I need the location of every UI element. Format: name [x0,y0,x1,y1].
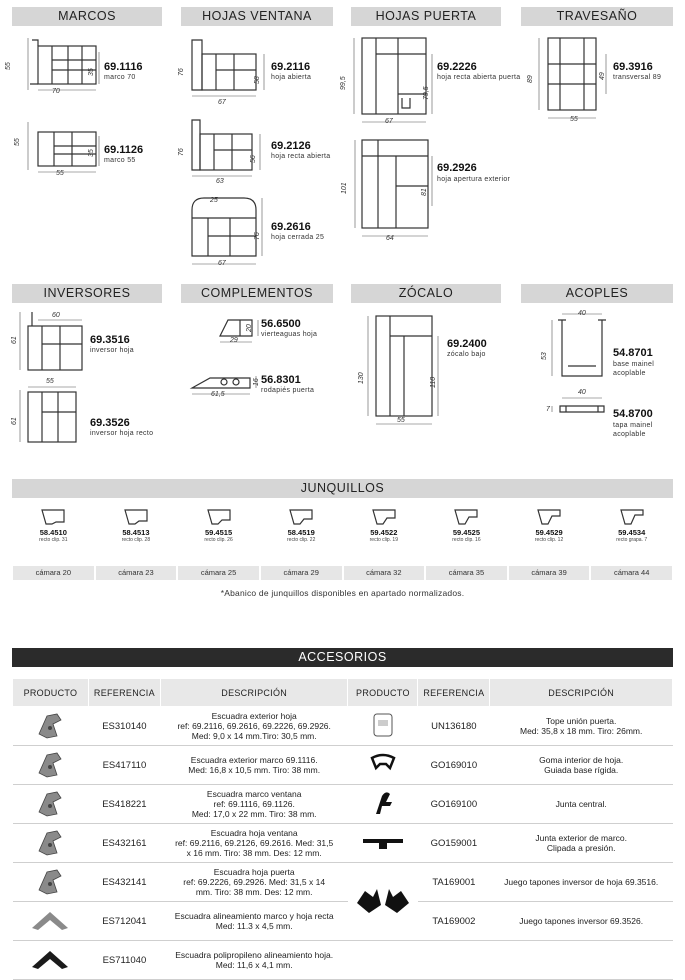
junquillo-camara: cámara 35 [426,566,507,580]
central-seal-icon [368,788,398,818]
profile-drawing-568301 [190,372,262,402]
product-image [348,863,418,941]
junquillo-item [177,506,260,543]
dim-height-691126: 55 [14,138,21,146]
dim-height-693516: 61 [11,336,18,344]
desc-692116: hoja abierta [271,74,312,81]
dim-height2-692400: 110 [430,376,437,388]
dim-height2-691126: 35 [88,149,95,157]
description-cell [490,902,673,941]
dim-height-548700: 7 [546,406,550,413]
dim-height2-692126: 56 [250,155,257,163]
junquillo-code: 58.4513 [122,528,150,537]
reference-cell: ES712041 [88,902,160,941]
junquillo-profile-icon [286,506,316,528]
desc-692400: zócalo bajo [447,351,486,358]
desc-568301: rodapiés puerta [261,387,315,394]
product-image [13,746,89,785]
description-line: mm. Tiro: 38 mm. Des: 12 mm. [195,887,313,897]
dim-top-692616: 25 [210,197,218,204]
description-line: ref: 69.2116, 69.2126, 69.2616. Med: 31,5 [175,838,334,848]
empty-cell [348,941,418,980]
description-line: Med: 9,0 x 14 mm.Tiro: 30,5 mm. [191,731,317,741]
dim-height-692116: 76 [178,68,185,76]
description-line: ref: 69.1116, 69.1126. [213,799,295,809]
junquillo-code: 58.4510 [39,528,67,537]
header-hojas-puerta: HOJAS PUERTA [351,7,501,26]
junquillo-profile-icon [369,506,399,528]
description-line: Med: 16,8 x 10,5 mm. Tiro: 38 mm. [188,765,321,775]
description-line: Escuadra polipropileno alineamiento hoja. [175,950,334,960]
junquillo-camara: cámara 29 [261,566,342,580]
description-line: Med: 11.3 x 4,5 mm. [215,921,293,931]
col-header-producto: PRODUCTO [13,679,89,707]
reference-cell: GO169010 [418,746,490,785]
description-cell [160,902,348,941]
code-548701: 54.8701 [613,347,653,359]
dim-height-566500: 20 [246,324,253,332]
col-header-descripcion: DESCRIPCIÓN [160,679,348,707]
product-image [13,902,89,941]
product-image [13,824,89,863]
dim-height-692616: 76 [254,232,261,240]
profile-drawing-692226 [352,34,434,126]
product-image [13,863,89,902]
desc1-548700: tapa mainel [613,422,653,429]
dim-width-548700: 40 [578,389,586,396]
dim-height-693526: 61 [11,417,18,425]
product-image [13,707,89,746]
dim-width-566500: 29 [230,337,238,344]
junquillo-subtitle: recto clip. 31 [39,537,68,543]
reference-cell: GO169100 [418,785,490,824]
product-image [348,785,418,824]
table-row [13,941,673,980]
accesorios-table [12,678,673,980]
header-hojas-ventana: HOJAS VENTANA [181,7,333,26]
door-stop-icon [368,710,398,740]
junquillo-item [95,506,178,543]
table-row [13,863,673,902]
product-image [13,785,89,824]
junquillo-profile-icon [204,506,234,528]
dim-height-693916: 89 [527,75,534,83]
junquillo-profile-icon [617,506,647,528]
description-cell [160,707,348,746]
col-header-descripcion-2: DESCRIPCIÓN [490,679,673,707]
dim-height2-692926: 81 [421,188,428,196]
description-line: Escuadra exterior marco 69.1116. [190,755,318,765]
dim-height-568301: 16 [253,378,260,386]
dim-height-548701: 53 [541,352,548,360]
code-692226: 69.2226 [437,61,477,73]
code-692616: 69.2616 [271,221,311,233]
description-line: Juego tapones inversor 69.3526. [519,916,644,926]
desc-691116: marco 70 [104,74,136,81]
junquillo-item [425,506,508,543]
bracket-icon [33,866,67,896]
alignment-bracket-icon [30,947,70,971]
dim-height-692926: 101 [341,182,348,194]
description-cell [160,824,348,863]
junquillo-code: 59.4515 [205,528,233,537]
header-complementos: COMPLEMENTOS [181,284,333,303]
header-junquillos: JUNQUILLOS [12,479,673,498]
profile-drawing-693526 [18,386,88,446]
dim-width-568301: 61,5 [211,391,225,398]
code-693916: 69.3916 [613,61,653,73]
empty-cell [418,941,490,980]
desc-692126: hoja recta abierta [271,153,331,160]
junquillo-camara: cámara 32 [344,566,425,580]
bracket-icon [33,788,67,818]
header-travesano: TRAVESAÑO [521,7,673,26]
code-693516: 69.3516 [90,334,130,346]
header-marcos: MARCOS [12,7,162,26]
description-cell [490,785,673,824]
desc-693516: inversor hoja [90,347,134,354]
reference-cell: ES432141 [88,863,160,902]
dim-width-548701: 40 [578,310,586,317]
dim-width-692126: 63 [216,178,224,185]
dim-width-692616: 67 [218,260,226,267]
junquillo-subtitle: recto grapa. 7 [616,537,648,543]
description-line: Goma interior de hoja. [539,755,624,765]
empty-cell [490,941,673,980]
junquillo-item [343,506,426,543]
description-cell [160,746,348,785]
junquillo-profile-icon [121,506,151,528]
table-header-row [13,679,673,707]
dim-width-692116: 67 [218,99,226,106]
junquillo-code: 58.4519 [287,528,315,537]
profile-drawing-692116 [186,36,266,102]
description-line: x 16 mm. Tiro: 38 mm. Des: 12 mm. [186,848,322,858]
gasket-icon [368,752,398,776]
desc-692926: hoja apertura exterior [437,176,511,183]
desc2-548700: acoplable [613,431,646,438]
dim-height2-691116: 35 [88,68,95,76]
description-line: Med: 35,8 x 18 mm. Tiro: 26mm. [520,726,643,736]
product-image [13,941,89,980]
dim-width-693916: 55 [570,116,578,123]
description-cell [490,863,673,902]
description-line: Guiada base rígida. [544,765,619,775]
profile-drawing-693516 [18,310,88,374]
description-line: Escuadra hoja ventana [210,828,298,838]
code-568301: 56.8301 [261,374,301,386]
desc-692616: hoja cerrada 25 [271,234,325,241]
dim-width-692400: 55 [397,417,405,424]
table-row [13,707,673,746]
description-line: ref: 69.2116, 69.2616, 69.2226, 69.2926. [177,721,331,731]
dim-height2-693916: 49 [599,72,606,80]
description-line: Juego tapones inversor de hoja 69.3516. [504,877,659,887]
table-row [13,824,673,863]
bracket-icon [33,827,67,857]
description-line: Escuadra alineamiento marco y hoja recta [174,911,334,921]
junquillo-subtitle: recto clip. 28 [121,537,151,543]
col-header-referencia: REFERENCIA [88,679,160,707]
junquillo-subtitle: recto clip. 12 [534,537,564,543]
table-row [13,746,673,785]
profile-drawing-693916 [534,34,610,126]
desc-691126: marco 55 [104,157,136,164]
junquillo-camara: cámara 20 [13,566,94,580]
junquillo-profile-icon [38,506,68,528]
end-caps-icon [355,885,411,917]
description-cell [490,707,673,746]
description-line: Med: 11,6 x 4,1 mm. [215,960,293,970]
junquillo-code: 59.4522 [370,528,398,537]
desc2-548701: acoplable [613,370,646,377]
dim-height2-692116: 58 [254,76,261,84]
description-line: Escuadra marco ventana [206,789,302,799]
junquillo-profile-icon [534,506,564,528]
junquillo-subtitle: recto clip. 22 [287,537,316,543]
dim-height-692126: 76 [178,148,185,156]
col-header-producto-2: PRODUCTO [348,679,418,707]
profile-drawing-691116 [28,38,100,96]
description-line: Med: 17,0 x 22 mm. Tiro: 38 mm. [191,809,317,819]
code-692116: 69.2116 [271,61,311,73]
code-693526: 69.3526 [90,417,130,429]
description-line: Junta exterior de marco. [535,833,628,843]
header-acoples: ACOPLES [521,284,673,303]
dim-width-691126: 55 [56,170,64,177]
junquillo-code: 59.4529 [535,528,563,537]
code-691126: 69.1126 [104,144,144,156]
junquillo-item [508,506,591,543]
description-line: ref: 69.2226, 69.2926. Med: 31,5 x 14 [183,877,326,887]
desc-693916: transversal 89 [613,74,662,81]
dim-width-691116: 70 [52,88,60,95]
description-cell [490,824,673,863]
junquillo-camara: cámara 44 [591,566,672,580]
profile-drawing-566500 [218,318,262,346]
product-image [348,824,418,863]
junquillo-subtitle: recto clip. 16 [452,537,481,543]
profile-drawing-692126 [186,118,266,180]
desc-693526: inversor hoja recto [90,430,154,437]
frame-seal-icon [361,833,405,851]
table-row [13,785,673,824]
profile-drawing-548701 [548,312,612,386]
code-692926: 69.2926 [437,162,477,174]
dim-width-692926: 64 [386,235,394,242]
header-inversores: INVERSORES [12,284,162,303]
code-692400: 69.2400 [447,338,487,350]
dim-width-693526: 55 [46,378,54,385]
junquillo-subtitle: recto clip. 26 [204,537,233,543]
junquillo-camara: cámara 25 [178,566,259,580]
reference-cell: ES418221 [88,785,160,824]
dim-height-692400: 130 [358,372,365,384]
col-header-referencia-2: REFERENCIA [418,679,490,707]
bracket-icon [33,749,67,779]
desc-566500: vierteaguas hoja [261,331,318,338]
dim-height-692226: 99,5 [340,76,347,90]
desc-692226: hoja recta abierta puerta [437,74,521,81]
header-zocalo: ZÓCALO [351,284,501,303]
junquillo-code: 59.4525 [452,528,480,537]
reference-cell: ES711040 [88,941,160,980]
code-548700: 54.8700 [613,408,653,420]
table-row [13,902,673,941]
dim-width-693516: 60 [52,312,60,319]
junquillo-item [12,506,95,543]
code-566500: 56.6500 [261,318,301,330]
reference-cell: UN136180 [418,707,490,746]
description-cell [160,785,348,824]
description-cell [160,941,348,980]
description-line: Tope unión puerta. [545,716,617,726]
junquillo-subtitle: recto clip. 19 [369,537,398,543]
product-image [348,746,418,785]
junquillo-item [590,506,673,543]
description-line: Escuadra hoja puerta [213,867,295,877]
dim-height2-692226: 79,5 [423,86,430,100]
description-cell [490,746,673,785]
dim-width-692226: 67 [385,118,393,125]
desc1-548701: base mainel [613,361,655,368]
alignment-bracket-icon [30,908,70,932]
code-691116: 69.1116 [104,61,143,73]
reference-cell: ES310140 [88,707,160,746]
description-cell [160,863,348,902]
junquillo-code: 59.4534 [618,528,646,537]
code-692126: 69.2126 [271,140,311,152]
reference-cell: TA169001 [418,863,490,902]
junquillos-note: *Abanico de junquillos disponibles en apartado normalizados. [220,588,465,598]
bracket-icon [33,710,67,740]
dim-height-691116: 55 [5,62,12,70]
reference-cell: GO159001 [418,824,490,863]
header-accesorios: ACCESORIOS [12,648,673,667]
reference-cell: ES417110 [88,746,160,785]
junquillo-item [260,506,343,543]
junquillo-profile-icon [451,506,481,528]
reference-cell: ES432161 [88,824,160,863]
description-line: Clipada a presión. [546,843,616,853]
description-line: Escuadra exterior hoja [211,711,297,721]
junquillo-camara: cámara 23 [96,566,177,580]
reference-cell: TA169002 [418,902,490,941]
product-image [348,707,418,746]
description-line: Junta central. [555,799,607,809]
junquillo-camara: cámara 39 [509,566,590,580]
